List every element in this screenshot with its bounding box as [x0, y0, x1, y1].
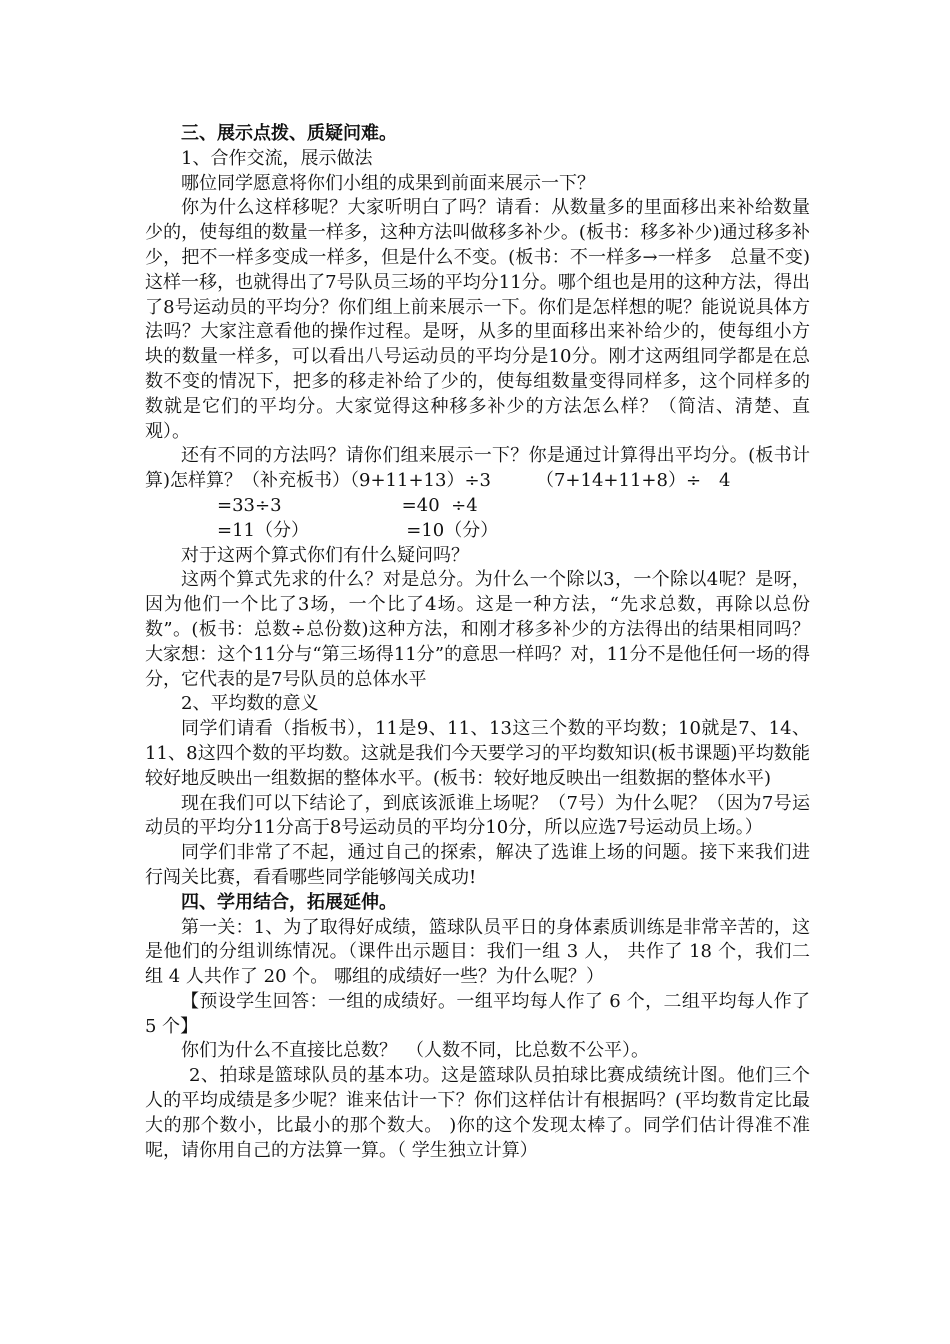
subsection-2-heading: 2、平均数的意义	[181, 693, 319, 715]
paragraph-conclusion: 现在我们可以下结论了，到底该派谁上场呢？（7号）为什么呢？（因为7号运动员的平均分11分高于8号运动员的平均分10分，所以应选7号运动员上场。）	[145, 792, 810, 839]
subsection-1-heading: 1、合作交流，展示做法	[181, 147, 373, 169]
paragraph-doubt: 对于这两个算式你们有什么疑问吗？	[181, 544, 469, 566]
paragraph-first-total: 这两个算式先求的什么？对是总分。为什么一个除以3，一个除以4呢？是呀，因为他们一个比了3场，一个比了4场。这是一种方法，“先求总数，再除以总份数”。(板书：总数÷总份数)这种方法，和刚才移多补少的方法得出的结果相同吗？大家想：这个11分与“第三场得11分”的意思一样吗？对，11分不是他任何一场的得分，它代表的是7号队员的总体水平	[145, 569, 810, 690]
paragraph-calculation-intro: 还有不同的方法吗？请你们组来展示一下？你是通过计算得出平均分。(板书计算)怎样算？（补充板书）（9+11+13）÷3 （7+14+11+8）÷ 4	[145, 445, 810, 492]
paragraph-why-not-total: 你们为什么不直接比总数？ （人数不同，比总数不公平）。	[181, 1040, 649, 1062]
calculation-row-3: =11（分） =10（分）	[217, 519, 499, 541]
paragraph-average-meaning: 同学们请看（指板书），11是9、11、13这三个数的平均数；10就是7、14、11、8这四个数的平均数。这就是我们今天要学习的平均数知识(板书课题)平均数能较好地反映出一组数据的整体水平。(板书：较好地反映出一组数据的整体水平)	[145, 718, 810, 789]
paragraph-ask-show: 哪位同学愿意将你们小组的成果到前面来展示一下？	[181, 172, 595, 194]
document-body	[145, 122, 810, 1163]
paragraph-praise: 同学们非常了不起，通过自己的探索，解决了选谁上场的问题。接下来我们进行闯关比赛，看看哪些同学能够闯关成功!	[145, 842, 810, 888]
calculation-row-2: =33÷3 =40 ÷4	[217, 494, 478, 516]
paragraph-preset-answer: 【预设学生回答：一组的成绩好。一组平均每人作了 6 个，二组平均每人作了 5 个】	[145, 990, 810, 1037]
paragraph-move-more-fill-less: 你为什么这样移呢？大家听明白了吗？请看：从数量多的里面移出来补给数量少的，使每组的数量一样多，这种方法叫做移多补少。(板书：移多补少)通过移多补少，把不一样多变成一样多，但是什么不变。(板书：不一样多→一样多 总量不变)这样一移，也就得出了7号队员三场的平均分11分。哪个组也是用的这种方法，得出了8号运动员的平均分？你们组上前来展示一下。你们是怎样想的呢？能说说具体方法吗？大家注意看他的操作过程。是呀，从多的里面移出来补给少的，使每组小方块的数量一样多，可以看出八号运动员的平均分是10分。刚才这两组同学都是在总数不变的情况下，把多的移走补给了少的，使每组数量变得同样多，这个同样多的数就是它们的平均分。大家觉得这种移多补少的方法怎么样？（简洁、清楚、直观）。	[145, 197, 810, 442]
paragraph-level-1: 第一关：1、为了取得好成绩，篮球队员平日的身体素质训练是非常辛苦的，这是他们的分组训练情况。（课件出示题目：我们一组 3 人， 共作了 18 个，我们二组 4 人共作了 20 个。 哪组的成绩好一些？为什么呢？）	[145, 916, 810, 988]
paragraph-dribble: 2、拍球是篮球队员的基本功。这是篮球队员拍球比赛成绩统计图。他们三个人的平均成绩是多少呢？谁来估计一下？你们这样估计有根据吗？(平均数肯定比最大的那个数小，比最小的那个数大。 )你的这个发现太棒了。同学们估计得准不准呢，请你用自己的方法算一算。（ 学生独立计算）	[145, 1065, 810, 1161]
section-4-heading: 四、学用结合，拓展延伸。	[181, 891, 397, 913]
section-3-heading: 三、展示点拨、质疑问难。	[181, 123, 397, 144]
